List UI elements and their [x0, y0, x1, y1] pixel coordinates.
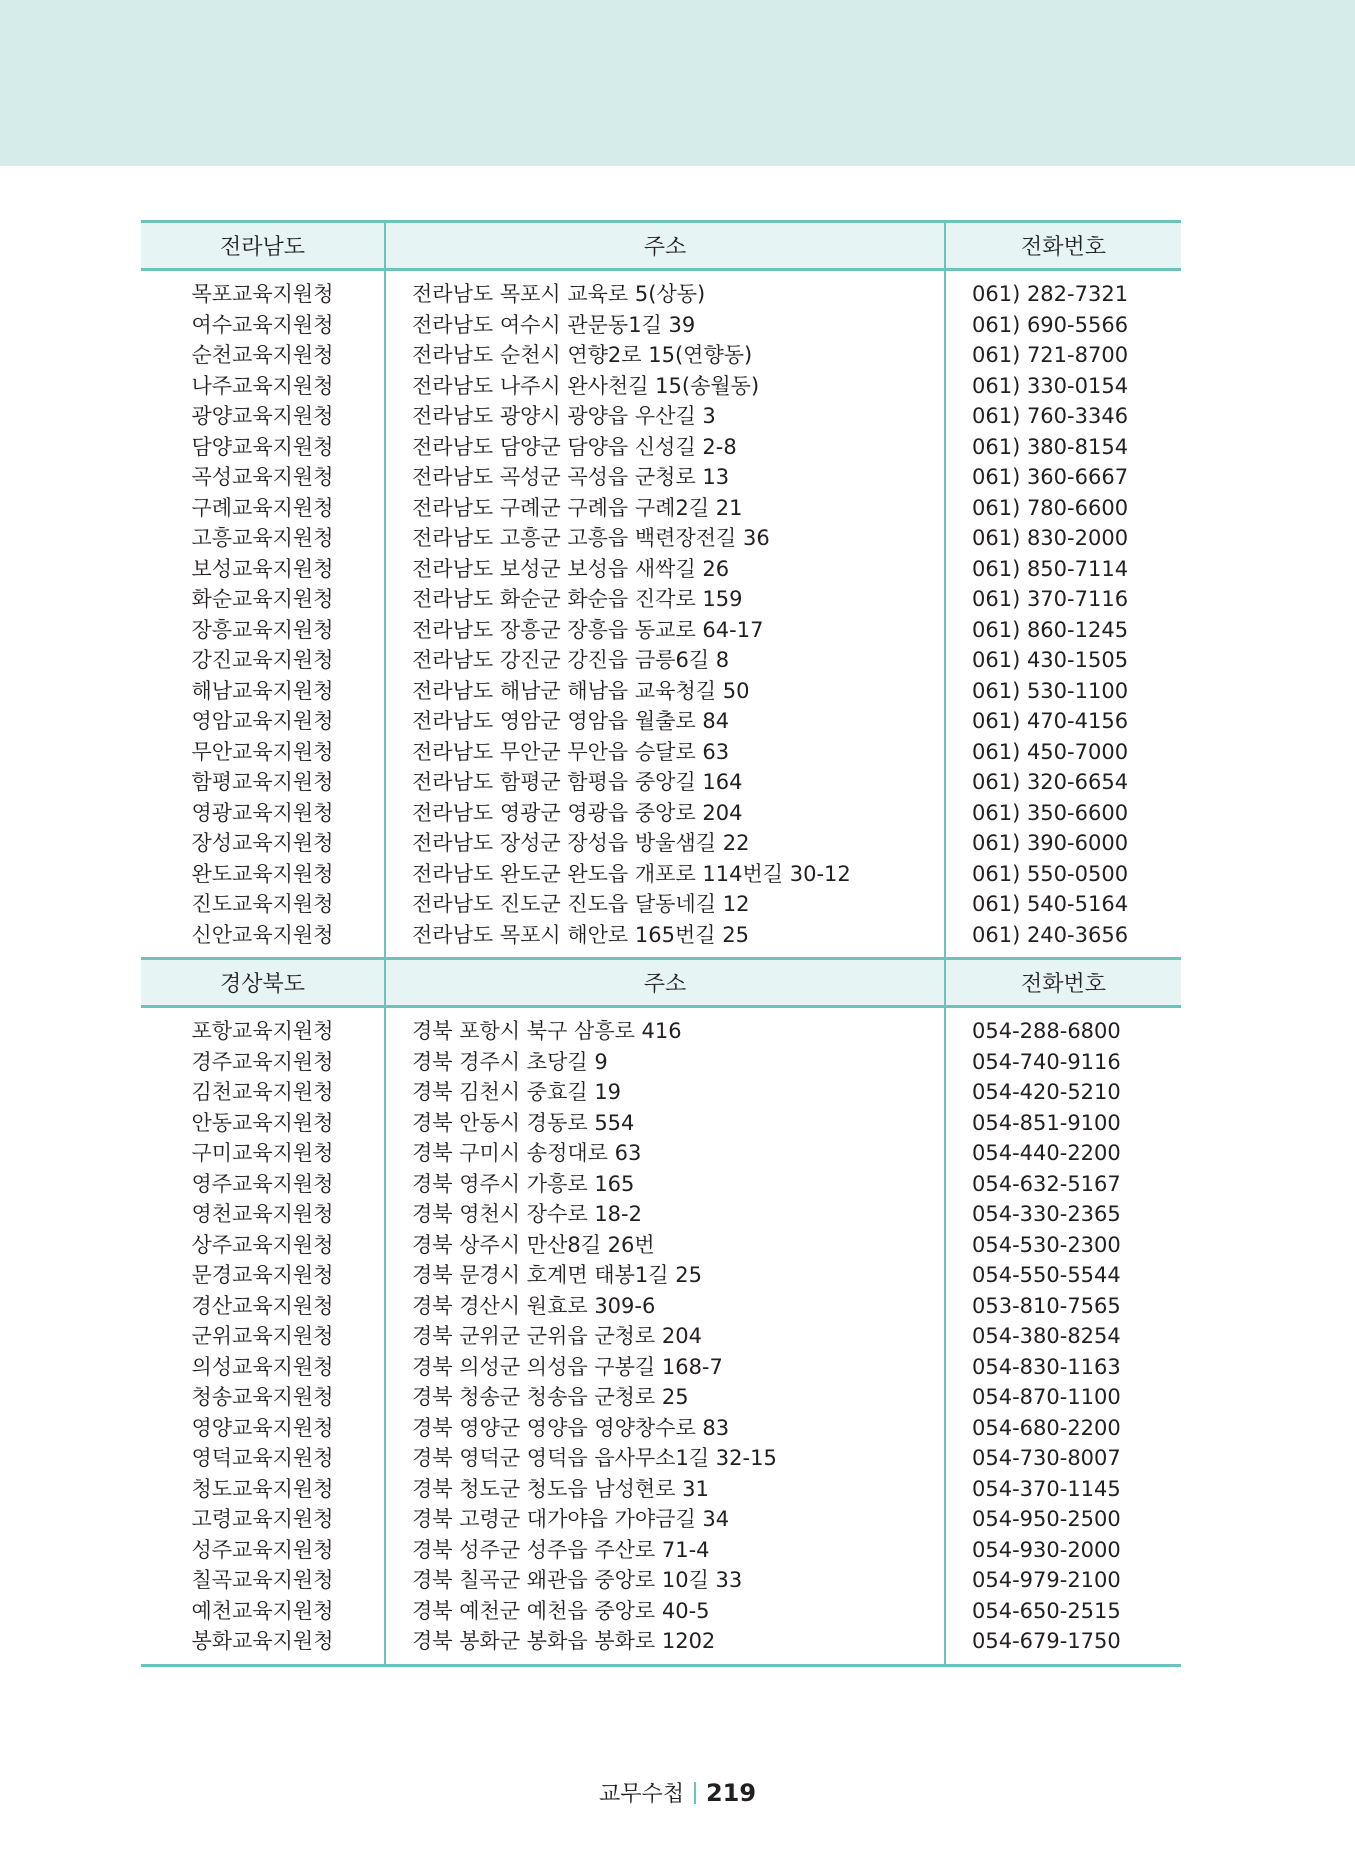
table-row [141, 493, 1181, 524]
office-address: 경북 고령군 대가야읍 가야금길 34 [385, 1504, 945, 1535]
table-row [141, 645, 1181, 676]
office-name: 신안교육지원청 [141, 920, 385, 959]
table-row [141, 1230, 1181, 1261]
table-row [141, 737, 1181, 768]
office-name: 강진교육지원청 [191, 648, 334, 672]
table-row [141, 676, 1181, 707]
office-phone: 054-830-1163 [945, 1352, 1181, 1383]
page-number: 219 [705, 1779, 757, 1807]
table-row [141, 1138, 1181, 1169]
office-phone: 061) 721-8700 [945, 340, 1181, 371]
table-row [141, 1260, 1181, 1291]
office-name: 보성교육지원청 [191, 556, 334, 581]
phone-header: 전화번호 [945, 959, 1181, 1007]
office-name: 목포교육지원청 [191, 282, 334, 306]
office-name: 곡성교육지원청 [191, 465, 334, 489]
office-phone: 054-680-2200 [945, 1413, 1181, 1444]
office-address: 경북 의성군 의성읍 구봉길 168-7 [385, 1352, 945, 1383]
table-row [141, 859, 1181, 890]
office-phone: 061) 690-5566 [945, 310, 1181, 341]
table-row [141, 1565, 1181, 1596]
office-address: 경북 봉화군 봉화읍 봉화로 1202 [385, 1626, 945, 1665]
office-name: 장흥교육지원청 [191, 617, 334, 642]
section-header-gyeongbuk [141, 959, 1181, 1007]
office-name: 포항교육지원청 [191, 1019, 334, 1043]
office-phone: 061) 470-4156 [945, 706, 1181, 737]
footer-divider [694, 1782, 696, 1804]
office-address: 전라남도 목포시 교육로 5(상동) [385, 270, 945, 310]
table-row [141, 523, 1181, 554]
header-band [0, 0, 1355, 166]
office-name: 군위교육지원청 [191, 1324, 334, 1348]
table-row [141, 1352, 1181, 1383]
table-row [141, 1169, 1181, 1200]
office-name: 나주교육지원청 [191, 373, 334, 398]
table-row [141, 798, 1181, 829]
address-header: 주소 [385, 222, 945, 270]
office-address: 경북 칠곡군 왜관읍 중앙로 10길 33 [385, 1565, 945, 1596]
phone-header: 전화번호 [945, 222, 1181, 270]
office-address: 경북 군위군 군위읍 군청로 204 [385, 1321, 945, 1352]
table-row [141, 432, 1181, 463]
office-address: 전라남도 고흥군 고흥읍 백련장전길 36 [385, 523, 945, 554]
table-row [141, 1108, 1181, 1139]
office-phone: 061) 282-7321 [945, 270, 1181, 310]
table-row [141, 1504, 1181, 1535]
section-rows-jeonnam [141, 270, 1181, 959]
office-address: 전라남도 완도군 완도읍 개포로 114번길 30-12 [385, 859, 945, 890]
office-name: 경주교육지원청 [191, 1049, 334, 1074]
office-address: 전라남도 순천시 연향2로 15(연향동) [385, 340, 945, 371]
office-directory [141, 220, 1181, 1667]
office-phone: 054-330-2365 [945, 1199, 1181, 1230]
office-name: 청도교육지원청 [191, 1476, 334, 1501]
office-name: 경산교육지원청 [191, 1293, 334, 1318]
office-phone: 061) 320-6654 [945, 767, 1181, 798]
office-name: 김천교육지원청 [191, 1080, 334, 1104]
office-phone: 054-930-2000 [945, 1535, 1181, 1566]
office-address: 경북 안동시 경동로 554 [385, 1108, 945, 1139]
office-phone: 054-530-2300 [945, 1230, 1181, 1261]
office-address: 전라남도 나주시 완사천길 15(송월동) [385, 371, 945, 402]
table-row [141, 371, 1181, 402]
office-address: 전라남도 강진군 강진읍 금릉6길 8 [385, 645, 945, 676]
office-address: 전라남도 장성군 장성읍 방울샘길 22 [385, 828, 945, 859]
office-phone: 061) 760-3346 [945, 401, 1181, 432]
office-address: 전라남도 영광군 영광읍 중앙로 204 [385, 798, 945, 829]
office-phone: 061) 350-6600 [945, 798, 1181, 829]
office-name: 영덕교육지원청 [191, 1446, 334, 1470]
table-row [141, 1291, 1181, 1322]
office-address: 전라남도 진도군 진도읍 달동네길 12 [385, 889, 945, 920]
office-phone: 061) 830-2000 [945, 523, 1181, 554]
office-address: 경북 경주시 초당길 9 [385, 1047, 945, 1078]
office-phone: 061) 330-0154 [945, 371, 1181, 402]
table-row [141, 1474, 1181, 1505]
table-row [141, 615, 1181, 646]
office-phone: 061) 390-6000 [945, 828, 1181, 859]
office-phone: 054-650-2515 [945, 1596, 1181, 1627]
table-row [141, 1626, 1181, 1665]
table-row [141, 340, 1181, 371]
office-name: 영주교육지원청 [191, 1171, 334, 1196]
office-name: 문경교육지원청 [191, 1263, 334, 1287]
office-name: 성주교육지원청 [191, 1537, 334, 1562]
office-phone: 061) 530-1100 [945, 676, 1181, 707]
table-row [141, 1007, 1181, 1047]
office-phone: 054-370-1145 [945, 1474, 1181, 1505]
office-phone: 061) 360-6667 [945, 462, 1181, 493]
office-name: 영양교육지원청 [191, 1415, 334, 1440]
office-name: 해남교육지원청 [191, 678, 334, 703]
office-name: 안동교육지원청 [191, 1110, 334, 1135]
office-address: 전라남도 함평군 함평읍 중앙길 164 [385, 767, 945, 798]
office-address: 전라남도 무안군 무안읍 승달로 63 [385, 737, 945, 768]
table-row [141, 1382, 1181, 1413]
office-phone: 054-851-9100 [945, 1108, 1181, 1139]
office-address: 경북 영주시 가흥로 165 [385, 1169, 945, 1200]
table-row [141, 889, 1181, 920]
office-address: 전라남도 목포시 해안로 165번길 25 [385, 920, 945, 959]
region-header: 전라남도 [141, 222, 385, 270]
office-phone: 054-420-5210 [945, 1077, 1181, 1108]
office-phone: 054-440-2200 [945, 1138, 1181, 1169]
office-phone: 061) 370-7116 [945, 584, 1181, 615]
office-name: 완도교육지원청 [191, 861, 334, 886]
table-row [141, 1413, 1181, 1444]
table-row [141, 270, 1181, 310]
section-header-jeonnam [141, 222, 1181, 270]
office-address: 전라남도 곡성군 곡성읍 군청로 13 [385, 462, 945, 493]
office-name: 무안교육지원청 [191, 739, 334, 764]
office-phone: 061) 550-0500 [945, 859, 1181, 890]
table-row [141, 1047, 1181, 1078]
office-phone: 054-870-1100 [945, 1382, 1181, 1413]
office-phone: 054-730-8007 [945, 1443, 1181, 1474]
office-name: 영광교육지원청 [191, 800, 334, 825]
office-phone: 053-810-7565 [945, 1291, 1181, 1322]
office-name: 영천교육지원청 [191, 1202, 334, 1226]
section-rows-gyeongbuk [141, 1007, 1181, 1666]
table-row [141, 767, 1181, 798]
office-phone: 054-288-6800 [945, 1007, 1181, 1047]
table-row [141, 706, 1181, 737]
office-address: 경북 영덕군 영덕읍 읍사무소1길 32-15 [385, 1443, 945, 1474]
office-name: 구례교육지원청 [191, 495, 334, 520]
office-name: 칠곡교육지원청 [191, 1568, 334, 1592]
office-name: 구미교육지원청 [191, 1141, 334, 1165]
office-name: 진도교육지원청 [191, 892, 334, 916]
office-phone: 061) 380-8154 [945, 432, 1181, 463]
office-phone: 054-950-2500 [945, 1504, 1181, 1535]
office-address: 경북 포항시 북구 삼흥로 416 [385, 1007, 945, 1047]
office-address: 전라남도 장흥군 장흥읍 동교로 64-17 [385, 615, 945, 646]
office-name: 의성교육지원청 [191, 1354, 334, 1379]
office-name: 봉화교육지원청 [141, 1626, 385, 1665]
office-address: 경북 경산시 원효로 309-6 [385, 1291, 945, 1322]
office-phone: 061) 430-1505 [945, 645, 1181, 676]
office-address: 전라남도 여수시 관문동1길 39 [385, 310, 945, 341]
office-address: 경북 문경시 호계면 태봉1길 25 [385, 1260, 945, 1291]
office-address: 전라남도 담양군 담양읍 신성길 2-8 [385, 432, 945, 463]
office-address: 경북 성주군 성주읍 주산로 71-4 [385, 1535, 945, 1566]
office-address: 경북 영양군 영양읍 영양창수로 83 [385, 1413, 945, 1444]
book-title: 교무수첩 [598, 1782, 684, 1807]
office-name: 여수교육지원청 [191, 312, 334, 337]
office-address: 경북 청송군 청송읍 군청로 25 [385, 1382, 945, 1413]
office-phone: 061) 860-1245 [945, 615, 1181, 646]
table-row [141, 401, 1181, 432]
table-row [141, 1321, 1181, 1352]
office-address: 전라남도 화순군 화순읍 진각로 159 [385, 584, 945, 615]
table-row [141, 1443, 1181, 1474]
region-header: 경상북도 [141, 959, 385, 1007]
office-phone: 061) 540-5164 [945, 889, 1181, 920]
office-name: 상주교육지원청 [191, 1232, 334, 1257]
office-address: 경북 청도군 청도읍 남성현로 31 [385, 1474, 945, 1505]
office-name: 고흥교육지원청 [191, 526, 334, 550]
office-phone: 054-380-8254 [945, 1321, 1181, 1352]
office-phone: 054-979-2100 [945, 1565, 1181, 1596]
office-name: 광양교육지원청 [191, 404, 334, 428]
table-row [141, 1535, 1181, 1566]
office-address: 경북 김천시 중효길 19 [385, 1077, 945, 1108]
office-name: 순천교육지원청 [191, 343, 334, 367]
table-row [141, 828, 1181, 859]
table-row [141, 1077, 1181, 1108]
office-phone: 061) 780-6600 [945, 493, 1181, 524]
table-row [141, 554, 1181, 585]
office-address: 전라남도 보성군 보성읍 새싹길 26 [385, 554, 945, 585]
address-header: 주소 [385, 959, 945, 1007]
office-address: 경북 상주시 만산8길 26번 [385, 1230, 945, 1261]
page-footer [0, 1778, 1355, 1810]
office-address: 전라남도 영암군 영암읍 월출로 84 [385, 706, 945, 737]
office-name: 함평교육지원청 [191, 770, 334, 794]
office-address: 경북 영천시 장수로 18-2 [385, 1199, 945, 1230]
office-address: 전라남도 해남군 해남읍 교육청길 50 [385, 676, 945, 707]
office-phone: 061) 850-7114 [945, 554, 1181, 585]
office-phone: 061) 240-3656 [945, 920, 1181, 959]
office-name: 청송교육지원청 [191, 1385, 334, 1409]
directory-table [141, 220, 1181, 1667]
office-name: 영암교육지원청 [191, 709, 334, 733]
table-row [141, 1596, 1181, 1627]
table-row [141, 920, 1181, 959]
office-phone: 054-740-9116 [945, 1047, 1181, 1078]
office-name: 고령교육지원청 [191, 1507, 334, 1531]
office-address: 경북 예천군 예천읍 중앙로 40-5 [385, 1596, 945, 1627]
table-row [141, 1199, 1181, 1230]
office-name: 화순교육지원청 [191, 587, 334, 611]
office-phone: 061) 450-7000 [945, 737, 1181, 768]
office-address: 경북 구미시 송정대로 63 [385, 1138, 945, 1169]
office-address: 전라남도 광양시 광양읍 우산길 3 [385, 401, 945, 432]
table-row [141, 462, 1181, 493]
office-name: 예천교육지원청 [191, 1598, 334, 1623]
office-name: 장성교육지원청 [191, 831, 334, 855]
table-row [141, 584, 1181, 615]
table-row [141, 310, 1181, 341]
office-phone: 054-632-5167 [945, 1169, 1181, 1200]
office-phone: 054-550-5544 [945, 1260, 1181, 1291]
office-name: 담양교육지원청 [191, 434, 334, 459]
office-address: 전라남도 구례군 구례읍 구례2길 21 [385, 493, 945, 524]
office-phone: 054-679-1750 [945, 1626, 1181, 1665]
